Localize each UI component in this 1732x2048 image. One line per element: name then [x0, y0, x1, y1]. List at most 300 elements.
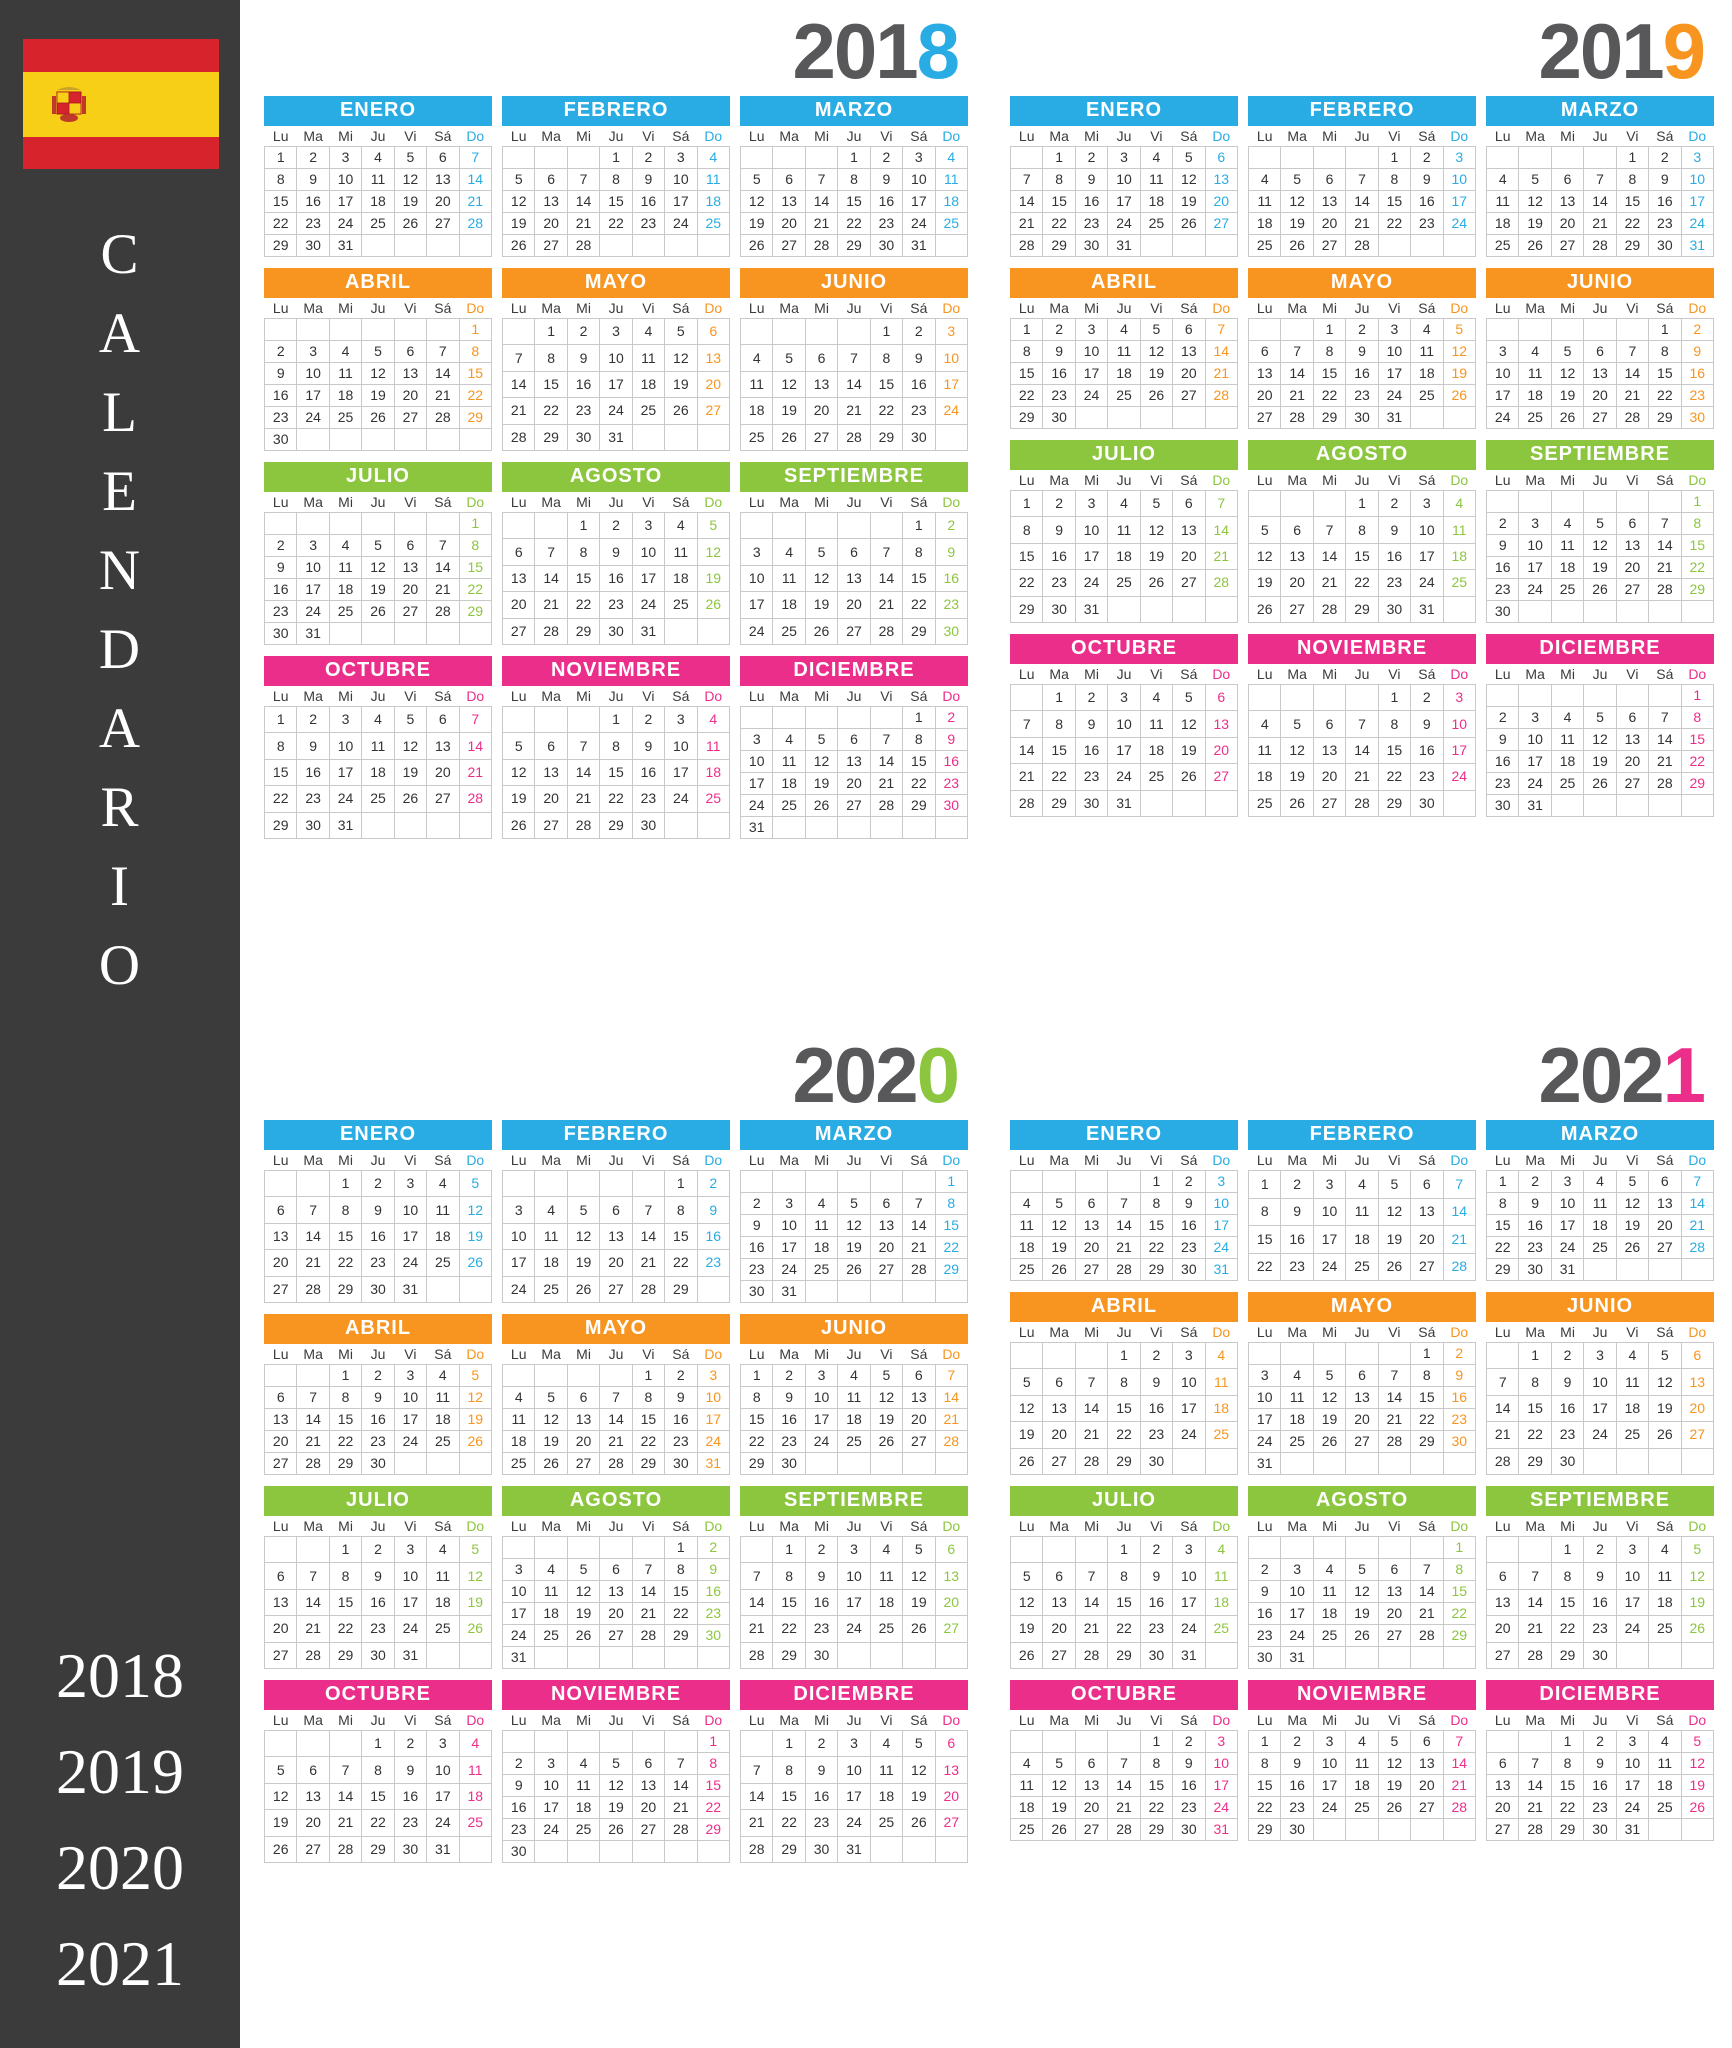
day-cell[interactable]: 11 [1551, 535, 1583, 557]
day-cell[interactable]: 30 [870, 235, 902, 257]
day-cell[interactable]: 25 [1584, 1237, 1616, 1259]
day-cell[interactable]: 22 [870, 398, 902, 424]
day-cell[interactable]: 18 [1108, 363, 1140, 385]
day-cell[interactable]: 14 [459, 733, 491, 759]
day-cell[interactable]: 17 [503, 1250, 535, 1276]
day-cell[interactable]: 21 [427, 579, 459, 601]
day-cell[interactable]: 20 [1346, 1409, 1378, 1431]
day-cell[interactable]: 29 [1378, 790, 1410, 816]
day-cell[interactable]: 17 [838, 1783, 870, 1809]
day-cell[interactable]: 25 [1551, 579, 1583, 601]
day-cell[interactable]: 21 [1519, 1797, 1551, 1819]
day-cell[interactable]: 1 [1140, 1171, 1172, 1193]
day-cell[interactable]: 6 [1313, 169, 1345, 191]
day-cell[interactable]: 3 [838, 1537, 870, 1563]
day-cell[interactable]: 9 [1173, 1753, 1205, 1775]
day-cell[interactable]: 14 [1075, 1395, 1107, 1421]
day-cell[interactable]: 5 [741, 169, 773, 191]
day-cell[interactable]: 26 [1519, 235, 1551, 257]
day-cell[interactable]: 24 [1584, 1422, 1616, 1448]
day-cell[interactable]: 13 [935, 1563, 967, 1589]
day-cell[interactable]: 30 [1487, 795, 1519, 817]
day-cell[interactable]: 23 [1043, 570, 1075, 596]
day-cell[interactable]: 26 [1011, 1642, 1043, 1668]
day-cell[interactable]: 2 [1346, 319, 1378, 341]
day-cell[interactable]: 16 [265, 579, 297, 601]
day-cell[interactable]: 13 [1043, 1395, 1075, 1421]
day-cell[interactable]: 22 [600, 786, 632, 812]
sidebar-year-2020[interactable]: 2020 [56, 1832, 184, 1903]
day-cell[interactable]: 23 [1173, 1237, 1205, 1259]
day-cell[interactable]: 30 [503, 1841, 535, 1863]
day-cell[interactable]: 16 [632, 759, 664, 785]
day-cell[interactable]: 23 [1551, 1422, 1583, 1448]
day-cell[interactable]: 22 [838, 213, 870, 235]
day-cell[interactable]: 6 [1411, 1731, 1443, 1753]
day-cell[interactable]: 5 [1378, 1731, 1410, 1753]
day-cell[interactable]: 20 [1281, 570, 1313, 596]
day-cell[interactable]: 11 [1551, 729, 1583, 751]
day-cell[interactable]: 2 [1411, 685, 1443, 711]
day-cell[interactable]: 30 [632, 812, 664, 838]
day-cell[interactable]: 2 [1281, 1171, 1313, 1199]
day-cell[interactable]: 18 [1551, 557, 1583, 579]
day-cell[interactable]: 10 [1205, 1753, 1237, 1775]
day-cell[interactable]: 12 [265, 1783, 297, 1809]
day-cell[interactable]: 2 [503, 1753, 535, 1775]
day-cell[interactable]: 1 [1519, 1343, 1551, 1369]
day-cell[interactable]: 2 [1649, 147, 1681, 169]
day-cell[interactable]: 3 [1443, 685, 1475, 711]
day-cell[interactable]: 13 [1411, 1753, 1443, 1775]
day-cell[interactable]: 3 [1075, 319, 1107, 341]
day-cell[interactable]: 18 [427, 1409, 459, 1431]
day-cell[interactable]: 24 [741, 618, 773, 644]
day-cell[interactable]: 26 [1173, 213, 1205, 235]
day-cell[interactable]: 30 [265, 429, 297, 451]
day-cell[interactable]: 30 [362, 1276, 394, 1302]
day-cell[interactable]: 10 [1443, 169, 1475, 191]
day-cell[interactable]: 6 [1249, 341, 1281, 363]
day-cell[interactable]: 22 [535, 398, 567, 424]
day-cell[interactable]: 9 [362, 1197, 394, 1223]
day-cell[interactable]: 11 [567, 1775, 599, 1797]
day-cell[interactable]: 27 [773, 235, 805, 257]
day-cell[interactable]: 20 [535, 786, 567, 812]
day-cell[interactable]: 2 [741, 1193, 773, 1215]
day-cell[interactable]: 22 [665, 1603, 697, 1625]
day-cell[interactable]: 28 [903, 1259, 935, 1281]
day-cell[interactable]: 4 [1108, 491, 1140, 517]
day-cell[interactable]: 14 [632, 1223, 664, 1249]
day-cell[interactable]: 22 [665, 1250, 697, 1276]
day-cell[interactable]: 18 [1011, 1797, 1043, 1819]
day-cell[interactable]: 11 [329, 557, 361, 579]
day-cell[interactable]: 17 [329, 759, 361, 785]
day-cell[interactable]: 25 [697, 786, 729, 812]
day-cell[interactable]: 20 [903, 1409, 935, 1431]
day-cell[interactable]: 9 [1681, 341, 1713, 363]
day-cell[interactable]: 26 [1281, 235, 1313, 257]
day-cell[interactable]: 19 [903, 1783, 935, 1809]
day-cell[interactable]: 27 [1043, 1642, 1075, 1668]
day-cell[interactable]: 14 [1378, 1387, 1410, 1409]
day-cell[interactable]: 4 [427, 1365, 459, 1387]
day-cell[interactable]: 18 [741, 398, 773, 424]
day-cell[interactable]: 10 [903, 169, 935, 191]
day-cell[interactable]: 24 [935, 398, 967, 424]
day-cell[interactable]: 1 [741, 1365, 773, 1387]
day-cell[interactable]: 19 [1681, 1589, 1713, 1615]
day-cell[interactable]: 24 [1616, 1797, 1648, 1819]
day-cell[interactable]: 10 [1411, 517, 1443, 543]
day-cell[interactable]: 7 [297, 1563, 329, 1589]
day-cell[interactable]: 4 [1249, 711, 1281, 737]
day-cell[interactable]: 22 [459, 579, 491, 601]
day-cell[interactable]: 21 [632, 1603, 664, 1625]
day-cell[interactable]: 18 [329, 385, 361, 407]
day-cell[interactable]: 24 [665, 786, 697, 812]
day-cell[interactable]: 2 [935, 513, 967, 539]
day-cell[interactable]: 8 [903, 539, 935, 565]
day-cell[interactable]: 28 [1011, 235, 1043, 257]
day-cell[interactable]: 31 [838, 1836, 870, 1862]
day-cell[interactable]: 11 [870, 1563, 902, 1589]
day-cell[interactable]: 17 [1313, 1226, 1345, 1254]
day-cell[interactable]: 5 [1443, 319, 1475, 341]
day-cell[interactable]: 18 [773, 773, 805, 795]
day-cell[interactable]: 2 [697, 1171, 729, 1197]
day-cell[interactable]: 31 [427, 1836, 459, 1862]
day-cell[interactable]: 18 [1108, 543, 1140, 569]
day-cell[interactable]: 24 [297, 601, 329, 623]
day-cell[interactable]: 9 [1487, 729, 1519, 751]
day-cell[interactable]: 10 [741, 565, 773, 591]
day-cell[interactable]: 28 [1443, 1253, 1475, 1281]
day-cell[interactable]: 13 [1249, 363, 1281, 385]
day-cell[interactable]: 27 [1551, 235, 1583, 257]
day-cell[interactable]: 10 [773, 1215, 805, 1237]
day-cell[interactable]: 14 [1584, 191, 1616, 213]
day-cell[interactable]: 12 [1584, 729, 1616, 751]
day-cell[interactable]: 27 [935, 1810, 967, 1836]
day-cell[interactable]: 16 [1681, 363, 1713, 385]
day-cell[interactable]: 20 [1313, 213, 1345, 235]
day-cell[interactable]: 20 [838, 592, 870, 618]
day-cell[interactable]: 21 [1346, 764, 1378, 790]
day-cell[interactable]: 21 [1616, 385, 1648, 407]
day-cell[interactable]: 22 [1616, 213, 1648, 235]
day-cell[interactable]: 12 [1443, 341, 1475, 363]
day-cell[interactable]: 3 [1443, 147, 1475, 169]
day-cell[interactable]: 20 [600, 1603, 632, 1625]
day-cell[interactable]: 24 [535, 1819, 567, 1841]
day-cell[interactable]: 20 [1411, 1775, 1443, 1797]
day-cell[interactable]: 20 [697, 371, 729, 397]
day-cell[interactable]: 17 [1584, 1395, 1616, 1421]
day-cell[interactable]: 27 [1173, 570, 1205, 596]
day-cell[interactable]: 25 [1519, 407, 1551, 429]
day-cell[interactable]: 7 [1649, 513, 1681, 535]
day-cell[interactable]: 10 [1584, 1369, 1616, 1395]
day-cell[interactable]: 28 [1519, 1642, 1551, 1668]
day-cell[interactable]: 27 [1411, 1253, 1443, 1281]
day-cell[interactable]: 7 [1487, 1369, 1519, 1395]
day-cell[interactable]: 7 [1108, 1753, 1140, 1775]
day-cell[interactable]: 28 [427, 601, 459, 623]
day-cell[interactable]: 15 [600, 191, 632, 213]
day-cell[interactable]: 8 [1346, 517, 1378, 543]
day-cell[interactable]: 30 [1043, 407, 1075, 429]
day-cell[interactable]: 10 [805, 1387, 837, 1409]
day-cell[interactable]: 20 [1173, 363, 1205, 385]
day-cell[interactable]: 24 [1075, 385, 1107, 407]
day-cell[interactable]: 12 [805, 565, 837, 591]
day-cell[interactable]: 23 [1281, 1797, 1313, 1819]
day-cell[interactable]: 26 [870, 1431, 902, 1453]
day-cell[interactable]: 10 [838, 1757, 870, 1783]
sidebar-year-2018[interactable]: 2018 [56, 1640, 184, 1711]
day-cell[interactable]: 19 [1378, 1775, 1410, 1797]
day-cell[interactable]: 26 [1616, 1237, 1648, 1259]
day-cell[interactable]: 11 [665, 539, 697, 565]
day-cell[interactable]: 24 [1616, 1616, 1648, 1642]
day-cell[interactable]: 6 [632, 1753, 664, 1775]
day-cell[interactable]: 12 [1616, 1193, 1648, 1215]
day-cell[interactable]: 25 [362, 786, 394, 812]
day-cell[interactable]: 18 [1649, 1775, 1681, 1797]
day-cell[interactable]: 11 [1108, 517, 1140, 543]
day-cell[interactable]: 6 [535, 733, 567, 759]
day-cell[interactable]: 28 [1649, 773, 1681, 795]
day-cell[interactable]: 27 [600, 1276, 632, 1302]
day-cell[interactable]: 5 [1616, 1171, 1648, 1193]
day-cell[interactable]: 5 [459, 1537, 491, 1563]
day-cell[interactable]: 20 [567, 1431, 599, 1453]
day-cell[interactable]: 6 [1205, 147, 1237, 169]
day-cell[interactable]: 5 [503, 169, 535, 191]
day-cell[interactable]: 29 [741, 1453, 773, 1475]
day-cell[interactable]: 21 [297, 1250, 329, 1276]
day-cell[interactable]: 28 [1205, 385, 1237, 407]
day-cell[interactable]: 13 [1487, 1589, 1519, 1615]
day-cell[interactable]: 16 [741, 1237, 773, 1259]
day-cell[interactable]: 23 [1443, 1409, 1475, 1431]
day-cell[interactable]: 13 [838, 751, 870, 773]
day-cell[interactable]: 21 [1205, 363, 1237, 385]
day-cell[interactable]: 20 [1649, 1215, 1681, 1237]
day-cell[interactable]: 21 [459, 759, 491, 785]
day-cell[interactable]: 12 [903, 1563, 935, 1589]
day-cell[interactable]: 13 [1205, 169, 1237, 191]
day-cell[interactable]: 26 [697, 592, 729, 618]
day-cell[interactable]: 12 [1011, 1589, 1043, 1615]
day-cell[interactable]: 4 [1140, 685, 1172, 711]
day-cell[interactable]: 11 [1249, 191, 1281, 213]
day-cell[interactable]: 14 [427, 363, 459, 385]
day-cell[interactable]: 11 [1519, 363, 1551, 385]
day-cell[interactable]: 24 [1205, 1797, 1237, 1819]
day-cell[interactable]: 29 [329, 1453, 361, 1475]
day-cell[interactable]: 2 [1140, 1537, 1172, 1563]
day-cell[interactable]: 4 [1551, 513, 1583, 535]
day-cell[interactable]: 6 [838, 539, 870, 565]
day-cell[interactable]: 9 [697, 1197, 729, 1223]
day-cell[interactable]: 2 [1681, 319, 1713, 341]
day-cell[interactable]: 29 [1443, 1625, 1475, 1647]
sidebar-year-2021[interactable]: 2021 [56, 1928, 184, 1999]
day-cell[interactable]: 11 [1313, 1581, 1345, 1603]
day-cell[interactable]: 16 [297, 759, 329, 785]
day-cell[interactable]: 30 [1281, 1819, 1313, 1841]
day-cell[interactable]: 9 [1043, 517, 1075, 543]
day-cell[interactable]: 20 [394, 385, 426, 407]
day-cell[interactable]: 28 [1205, 570, 1237, 596]
day-cell[interactable]: 4 [535, 1197, 567, 1223]
day-cell[interactable]: 9 [1173, 1193, 1205, 1215]
day-cell[interactable]: 18 [1313, 1603, 1345, 1625]
day-cell[interactable]: 19 [1249, 570, 1281, 596]
day-cell[interactable]: 26 [394, 213, 426, 235]
day-cell[interactable]: 29 [1011, 407, 1043, 429]
day-cell[interactable]: 22 [1313, 385, 1345, 407]
day-cell[interactable]: 15 [741, 1409, 773, 1431]
day-cell[interactable]: 24 [741, 795, 773, 817]
day-cell[interactable]: 28 [805, 235, 837, 257]
day-cell[interactable]: 20 [600, 1250, 632, 1276]
day-cell[interactable]: 31 [1108, 790, 1140, 816]
day-cell[interactable]: 19 [1584, 557, 1616, 579]
day-cell[interactable]: 21 [903, 1237, 935, 1259]
day-cell[interactable]: 12 [1043, 1215, 1075, 1237]
day-cell[interactable]: 16 [1584, 1775, 1616, 1797]
day-cell[interactable]: 26 [1649, 1422, 1681, 1448]
day-cell[interactable]: 25 [838, 1431, 870, 1453]
day-cell[interactable]: 20 [870, 1237, 902, 1259]
day-cell[interactable]: 4 [1140, 147, 1172, 169]
day-cell[interactable]: 9 [1075, 169, 1107, 191]
day-cell[interactable]: 9 [1411, 711, 1443, 737]
day-cell[interactable]: 19 [1140, 363, 1172, 385]
day-cell[interactable]: 27 [1584, 407, 1616, 429]
day-cell[interactable]: 16 [1649, 191, 1681, 213]
day-cell[interactable]: 11 [503, 1409, 535, 1431]
day-cell[interactable]: 17 [838, 1589, 870, 1615]
day-cell[interactable]: 6 [1346, 1365, 1378, 1387]
day-cell[interactable]: 12 [1173, 711, 1205, 737]
day-cell[interactable]: 25 [632, 398, 664, 424]
day-cell[interactable]: 16 [362, 1223, 394, 1249]
day-cell[interactable]: 2 [1140, 1343, 1172, 1369]
day-cell[interactable]: 23 [741, 1259, 773, 1281]
day-cell[interactable]: 8 [838, 169, 870, 191]
day-cell[interactable]: 15 [329, 1223, 361, 1249]
day-cell[interactable]: 1 [1108, 1343, 1140, 1369]
day-cell[interactable]: 27 [1281, 596, 1313, 622]
day-cell[interactable]: 8 [567, 539, 599, 565]
day-cell[interactable]: 9 [297, 733, 329, 759]
day-cell[interactable]: 16 [935, 565, 967, 591]
day-cell[interactable]: 14 [1616, 363, 1648, 385]
day-cell[interactable]: 14 [1011, 191, 1043, 213]
day-cell[interactable]: 25 [459, 1810, 491, 1836]
day-cell[interactable]: 25 [1487, 235, 1519, 257]
day-cell[interactable]: 25 [1140, 213, 1172, 235]
day-cell[interactable]: 27 [394, 407, 426, 429]
day-cell[interactable]: 3 [935, 319, 967, 345]
day-cell[interactable]: 27 [427, 213, 459, 235]
day-cell[interactable]: 11 [1140, 169, 1172, 191]
day-cell[interactable]: 15 [1011, 543, 1043, 569]
day-cell[interactable]: 10 [1551, 1193, 1583, 1215]
day-cell[interactable]: 26 [1140, 385, 1172, 407]
day-cell[interactable]: 2 [632, 707, 664, 733]
day-cell[interactable]: 11 [1584, 1193, 1616, 1215]
day-cell[interactable]: 28 [838, 424, 870, 450]
day-cell[interactable]: 14 [1011, 737, 1043, 763]
day-cell[interactable]: 23 [1411, 764, 1443, 790]
day-cell[interactable]: 30 [567, 424, 599, 450]
day-cell[interactable]: 18 [935, 191, 967, 213]
day-cell[interactable]: 17 [697, 1409, 729, 1431]
day-cell[interactable]: 24 [1411, 570, 1443, 596]
day-cell[interactable]: 23 [697, 1250, 729, 1276]
day-cell[interactable]: 17 [1108, 191, 1140, 213]
day-cell[interactable]: 19 [697, 565, 729, 591]
day-cell[interactable]: 10 [535, 1775, 567, 1797]
day-cell[interactable]: 10 [1173, 1369, 1205, 1395]
day-cell[interactable]: 31 [297, 623, 329, 645]
day-cell[interactable]: 3 [1487, 341, 1519, 363]
day-cell[interactable]: 29 [1681, 579, 1713, 601]
day-cell[interactable]: 28 [632, 1276, 664, 1302]
day-cell[interactable]: 17 [805, 1409, 837, 1431]
day-cell[interactable]: 31 [1616, 1819, 1648, 1841]
day-cell[interactable]: 30 [935, 618, 967, 644]
day-cell[interactable]: 24 [1313, 1253, 1345, 1281]
day-cell[interactable]: 11 [870, 1757, 902, 1783]
day-cell[interactable]: 27 [1616, 773, 1648, 795]
day-cell[interactable]: 29 [459, 601, 491, 623]
day-cell[interactable]: 27 [265, 1453, 297, 1475]
day-cell[interactable]: 9 [935, 539, 967, 565]
day-cell[interactable]: 23 [1173, 1797, 1205, 1819]
day-cell[interactable]: 30 [1140, 1448, 1172, 1474]
day-cell[interactable]: 13 [567, 1409, 599, 1431]
day-cell[interactable]: 16 [697, 1581, 729, 1603]
day-cell[interactable]: 2 [1173, 1731, 1205, 1753]
day-cell[interactable]: 9 [265, 557, 297, 579]
day-cell[interactable]: 8 [665, 1559, 697, 1581]
day-cell[interactable]: 23 [632, 213, 664, 235]
day-cell[interactable]: 19 [1519, 213, 1551, 235]
day-cell[interactable]: 22 [600, 213, 632, 235]
day-cell[interactable]: 7 [665, 1753, 697, 1775]
day-cell[interactable]: 26 [503, 812, 535, 838]
day-cell[interactable]: 16 [503, 1797, 535, 1819]
day-cell[interactable]: 12 [1281, 191, 1313, 213]
day-cell[interactable]: 7 [1011, 169, 1043, 191]
day-cell[interactable]: 9 [697, 1559, 729, 1581]
day-cell[interactable]: 14 [329, 1783, 361, 1809]
day-cell[interactable]: 6 [1173, 319, 1205, 341]
day-cell[interactable]: 15 [1378, 737, 1410, 763]
day-cell[interactable]: 26 [1378, 1253, 1410, 1281]
day-cell[interactable]: 11 [535, 1223, 567, 1249]
day-cell[interactable]: 11 [1346, 1198, 1378, 1226]
day-cell[interactable]: 24 [1443, 213, 1475, 235]
day-cell[interactable]: 12 [870, 1387, 902, 1409]
